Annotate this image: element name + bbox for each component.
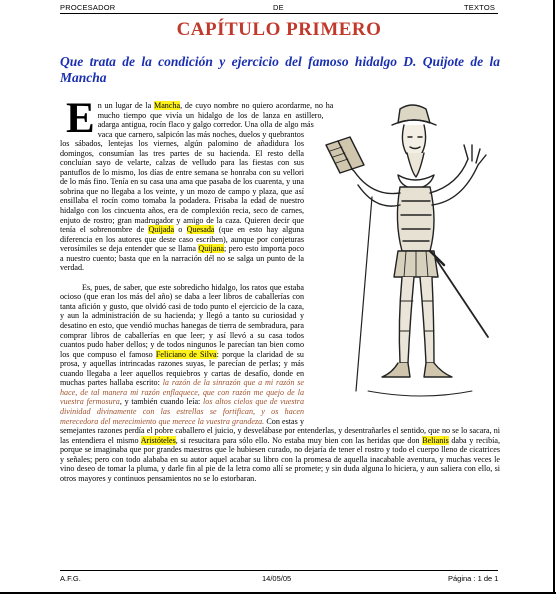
highlight-quijana: Quijana bbox=[198, 244, 224, 254]
footer-center: 14/05/05 bbox=[262, 574, 292, 583]
highlight-quijada: Quijada bbox=[148, 225, 175, 235]
text-run: Con estas y semejantes razones perdía el pobre caballero el juicio, y desvelábase por entenderlas, y desentrañarles el sentido, que no se lo sacara, ni las entendiera el mismo bbox=[60, 416, 500, 445]
text-run: ; pero esto importa poco a nuestro cuento; basta que en la narración dél no se salga un punto de la verdad. bbox=[60, 244, 304, 273]
highlight-feliciano: Feliciano de Silva bbox=[155, 349, 217, 359]
highlight-aristoteles: Aristóteles bbox=[140, 435, 176, 445]
quote-sinrazon: la razón de la sinrazón que a mi razón se hace, de tal manera mi razón enflaquece, que con razón me quejo de la vuestra fermosura bbox=[60, 378, 304, 407]
chapter-subtitle: Que trata de la condición y ejercicio del famoso hidalgo D. Quijote de la Mancha bbox=[60, 54, 500, 85]
don-quijote-illustration bbox=[312, 101, 502, 419]
quote-altos-cielos: los altos cielos que de vuestra divinidad divinamente con las estrellas se fortifican, y os hacen merecedora del merecimiento que merece la vuestra grandeza. bbox=[60, 397, 304, 426]
don-quijote-drawing bbox=[312, 101, 502, 419]
text-run: daba y recibía, porque se imaginaba que por grandes maestros que le hubiesen curado, no dejaría de tener el rostro y todo el cuerpo lleno de cicatrices y señales; pero con todo alababa en su autor aquel acabar su libro con la promesa de aquella inacabable aventura, y muchas veces le vino deseo de tomar la pluma, y darle fin al pie de la letra como allí se promete; y sin duda alguna lo hiciera, y aun saliera con ello, si otros mayores y continuos pensamientos no se lo estorbaran. bbox=[60, 435, 501, 483]
text-run: : porque la claridad de su prosa, y aquellas intrincadas razones suyas, le parecían de perlas; y más cuando llegaba a leer aquellos requiebros y cartas de desafío, donde en muchas partes hallaba escrito: bbox=[60, 349, 304, 388]
text-run: n un lugar de la bbox=[97, 101, 155, 110]
highlight-mancha: Mancha bbox=[154, 101, 181, 110]
text-run: , si resucitara para sólo ello. No estaba muy bien con las heridas que don bbox=[175, 435, 423, 445]
footer-left: A.F.G. bbox=[60, 574, 81, 583]
page-frame-right bbox=[553, 0, 555, 594]
text-run: (que en esto hay alguna diferencia en los autores que deste caso escriben), aunque por conjeturas verosímiles se deja entender que se llama bbox=[60, 225, 304, 254]
text-run: o bbox=[174, 225, 187, 235]
highlight-quesada: Quesada bbox=[186, 225, 215, 235]
text-run: Es, pues, de saber, que este sobredicho hidalgo, los ratos que estaba ocioso (que eran los más del año) se daba a leer libros de caballerías con tanta afición y gusto, que olvidó casi de todo punto el ejercicio de la caza, y aun la administración de su hacienda; y llegó a tanto su curiosidad y desatino en esto, que vendió muchas hanegas de tierra de sembradura, para comprar libros de caballerías en que leer; y así llevó a su casa todos cuantos pudo haber dellos; y de todos ningunos le parecían tan bien como los que compuso el famoso bbox=[60, 282, 304, 359]
text-run: , de cuyo nombre no quiero acordarme, no ha mucho tiempo que vivía un hidalgo de los de lanza en astillero, adarga antigua, rocín flaco y galgo corredor. Una olla de algo más vaca que carnero, salpicón las más noches, duelos y quebrantos los sábados, lentejas los viernes, algún palomino de añadidura los domingos, consumían las tres partes de su hacienda. El resto della concluían sayo de velarte, calzas de velludo para las fiestas con sus pantuflos de lo mismo, los días de entre semana se honraba con su vellori de lo más fino. Tenía en su casa una ama que pasaba de los cuarenta, y una sobrina que no llegaba a los veinte, y un mozo de campo y plaza, que así ensillaba el rocín como tomaba la podadera. Frisaba la edad de nuestro hidalgo con los cincuenta años, era de complexión recia, seco de carnes, enjuto de rostro; gran madrugador y amigo de la caza. Quieren decir que tenía el sobrenombre de bbox=[60, 101, 334, 235]
header-center: DE bbox=[273, 3, 284, 12]
chapter-title: CAPÍTULO PRIMERO bbox=[176, 19, 382, 40]
text-run: , y también cuando leía: bbox=[119, 397, 204, 407]
body-text bbox=[60, 95, 501, 483]
header-rule bbox=[60, 13, 498, 14]
paragraph-1 bbox=[60, 95, 500, 273]
drop-cap: E bbox=[66, 95, 95, 142]
header-right: TEXTOS bbox=[464, 3, 496, 12]
footer-right: Página : 1 de 1 bbox=[448, 574, 499, 583]
header-left: PROCESADOR bbox=[60, 3, 116, 12]
footer-rule bbox=[60, 570, 498, 571]
highlight-belianis: Belianis bbox=[422, 435, 449, 445]
